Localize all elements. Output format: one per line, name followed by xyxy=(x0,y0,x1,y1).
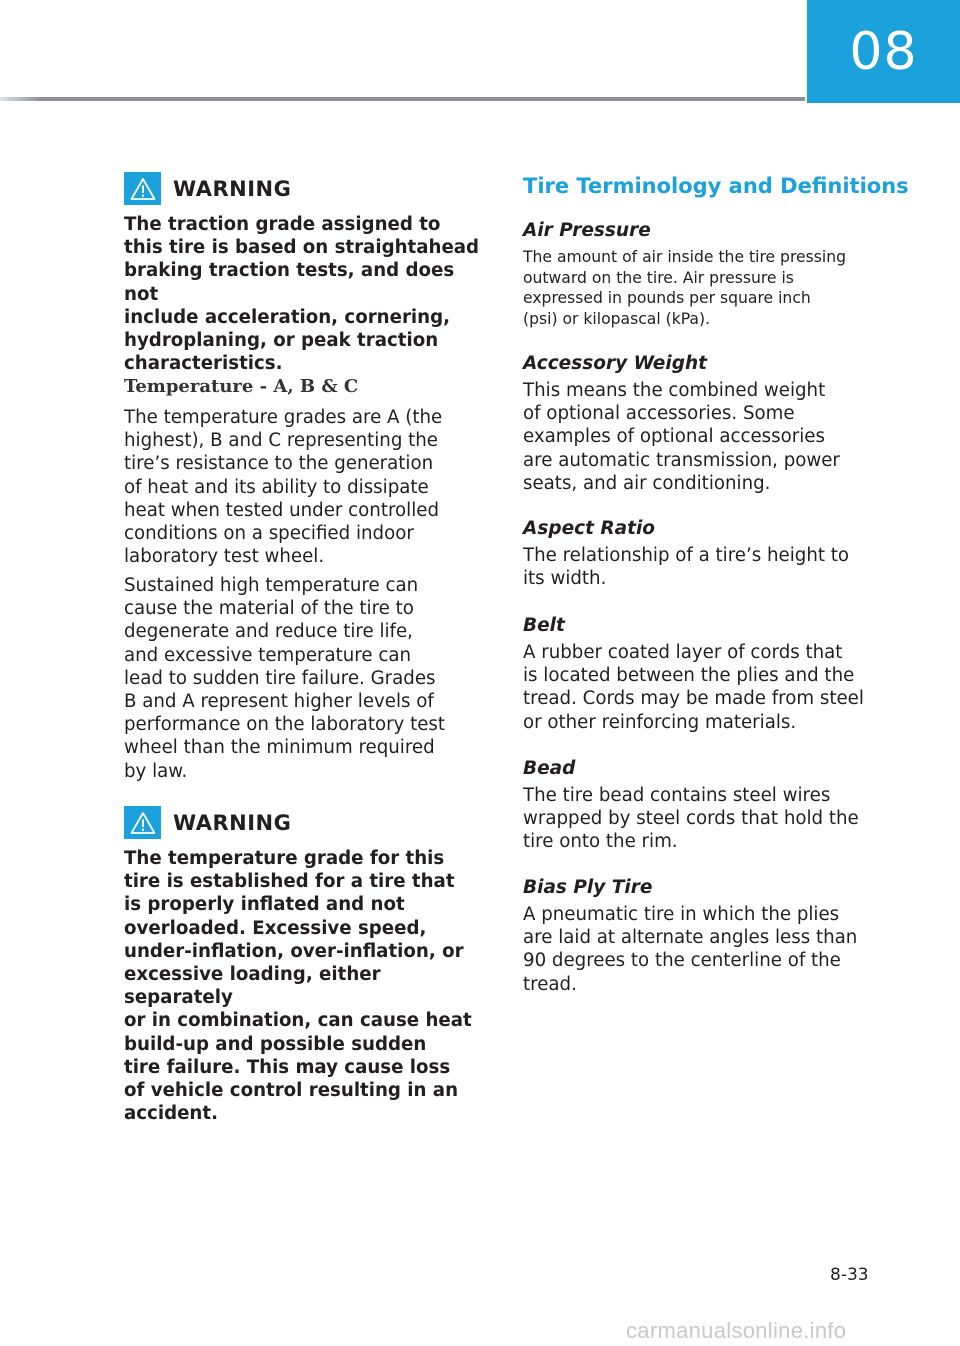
section-title: Tire Terminology and Definitions xyxy=(523,174,909,198)
text-line: wrapped by steel cords that hold the xyxy=(523,808,859,830)
text-line: of optional accessories. Some xyxy=(523,403,795,425)
warning-line: or in combination, can cause heat xyxy=(124,1010,472,1032)
warning-line: include acceleration, cornering, xyxy=(124,306,451,328)
term-heading: Bias Ply Tire xyxy=(523,877,653,898)
text-line: its width. xyxy=(523,568,607,590)
warning-text xyxy=(124,847,486,1125)
term-heading: Aspect Ratio xyxy=(523,518,655,539)
text-line: are automatic transmission, power xyxy=(523,449,840,471)
text-line: wheel than the minimum required xyxy=(124,737,435,759)
chapter-tab xyxy=(807,0,960,103)
term-definition xyxy=(523,379,888,495)
warning-line: braking traction tests, and does not xyxy=(124,260,455,305)
chapter-number: 08 xyxy=(849,21,918,82)
term-bead xyxy=(523,758,888,854)
term-air-pressure xyxy=(523,220,888,329)
text-line: examples of optional accessories xyxy=(523,426,825,448)
text-line: by law. xyxy=(124,760,188,782)
text-line: 90 degrees to the centerline of the xyxy=(523,950,841,972)
warning-line: tire failure. This may cause loss xyxy=(124,1056,451,1078)
text-line: of heat and its ability to dissipate xyxy=(124,476,429,498)
term-heading: Accessory Weight xyxy=(523,353,707,374)
text-line: This means the combined weight xyxy=(523,380,826,401)
text-line: outward on the tire. Air pressure is xyxy=(523,268,794,287)
text-line: The temperature grades are A (the xyxy=(124,407,443,428)
term-heading: Air Pressure xyxy=(523,220,651,241)
temperature-heading: Temperature - A, B & C xyxy=(124,376,359,397)
warning-box-temperature xyxy=(124,806,486,1125)
warning-title: WARNING xyxy=(173,810,292,835)
text-line: conditions on a specified indoor xyxy=(124,523,414,545)
term-definition xyxy=(523,784,888,854)
text-line: tread. xyxy=(523,973,577,995)
text-line: lead to sudden tire failure. Grades xyxy=(124,667,436,689)
text-line: tread. Cords may be made from steel xyxy=(523,688,864,710)
warning-triangle-icon xyxy=(124,806,161,839)
warning-line: of vehicle control resulting in an xyxy=(124,1080,459,1102)
text-line: is located between the plies and the xyxy=(523,665,855,687)
warning-line: accident. xyxy=(124,1103,218,1125)
temperature-paragraph-2 xyxy=(124,574,486,783)
text-line: and excessive temperature can xyxy=(124,644,412,666)
warning-line: build-up and possible sudden xyxy=(124,1033,427,1055)
text-line: A pneumatic tire in which the plies xyxy=(523,904,840,925)
text-line: The amount of air inside the tire pressing xyxy=(523,248,846,266)
warning-line: overloaded. Excessive speed, xyxy=(124,917,427,939)
term-heading: Belt xyxy=(523,615,565,636)
warning-header xyxy=(124,806,486,839)
text-line: expressed in pounds per square inch xyxy=(523,289,811,307)
text-line: The relationship of a tire’s height to xyxy=(523,545,850,566)
warning-line: under-inflation, over-inflation, or xyxy=(124,940,464,962)
warning-line: characteristics. xyxy=(124,353,283,375)
term-bias-ply-tire xyxy=(523,877,888,996)
text-line: tire onto the rim. xyxy=(523,831,678,853)
text-line: degenerate and reduce tire life, xyxy=(124,621,413,643)
warning-line: excessive loading, either separately xyxy=(124,964,381,1009)
text-line: Sustained high temperature can xyxy=(124,575,419,596)
text-line: heat when tested under controlled xyxy=(124,499,439,521)
term-heading: Bead xyxy=(523,758,576,779)
temperature-paragraph-1 xyxy=(124,406,486,568)
warning-line: hydroplaning, or peak traction xyxy=(124,330,439,352)
text-line: tire’s resistance to the generation xyxy=(124,453,434,475)
warning-box-traction xyxy=(124,172,486,375)
warning-line: this tire is based on straightahead xyxy=(124,237,480,259)
text-line: performance on the laboratory test xyxy=(124,714,446,736)
watermark: carmanualsonline.info xyxy=(626,1318,847,1343)
text-line: cause the material of the tire to xyxy=(124,598,414,620)
term-definition xyxy=(523,903,888,996)
text-line: laboratory test wheel. xyxy=(124,546,325,568)
warning-header xyxy=(124,172,486,205)
term-definition xyxy=(523,544,888,590)
text-line: (psi) or kilopascal (kPa). xyxy=(523,309,711,328)
warning-line: The traction grade assigned to xyxy=(124,214,441,235)
term-belt xyxy=(523,615,888,734)
text-line: The tire bead contains steel wires xyxy=(523,785,831,806)
warning-text xyxy=(124,213,486,375)
page-number: 8-33 xyxy=(830,1265,869,1285)
text-line: B and A represent higher levels of xyxy=(124,691,434,713)
warning-title: WARNING xyxy=(173,176,292,201)
header-rule xyxy=(0,97,805,101)
term-accessory-weight xyxy=(523,353,888,495)
term-aspect-ratio xyxy=(523,518,888,590)
warning-line: The temperature grade for this xyxy=(124,848,445,869)
text-line: or other reinforcing materials. xyxy=(523,711,797,733)
warning-line: tire is established for a tire that xyxy=(124,871,455,893)
term-definition xyxy=(523,247,888,329)
text-line: are laid at alternate angles less than xyxy=(523,927,858,949)
text-line: seats, and air conditioning. xyxy=(523,472,771,494)
text-line: A rubber coated layer of cords that xyxy=(523,642,843,663)
text-line: highest), B and C representing the xyxy=(124,430,439,452)
term-definition xyxy=(523,641,888,734)
warning-triangle-icon xyxy=(124,172,161,205)
warning-line: is properly inflated and not xyxy=(124,894,405,916)
